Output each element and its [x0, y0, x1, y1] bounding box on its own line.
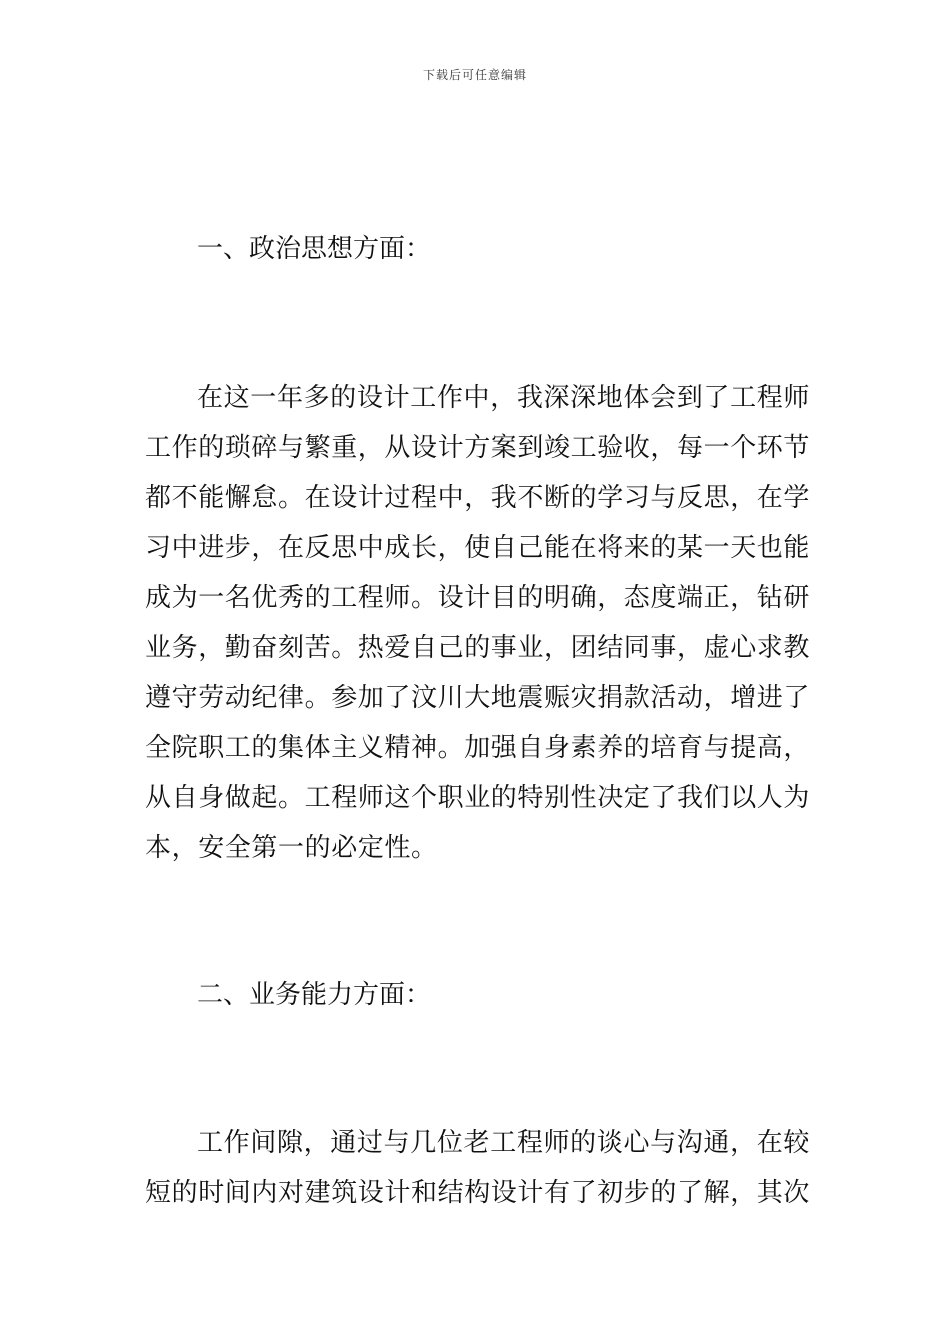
section-paragraph-business: 工作间隙，通过与几位老工程师的谈心与沟通，在较短的时间内对建筑设计和结构设计有了初步的了解，其次	[145, 1128, 811, 1208]
section-heading-business: 二、业务能力方面：	[197, 980, 432, 1010]
section-paragraph-political: 在这一年多的设计工作中，我深深地体会到了工程师工作的琐碎与繁重，从设计方案到竣工验收，每一个环节都不能懈怠。在设计过程中，我不断的学习与反思，在学习中进步，在反思中成长，使自己能在将来的某一天也能成为一名优秀的工程师。设计目的明确，态度端正，钻研业务，勤奋刻苦。热爱自己的事业，团结同事，虚心求教遵守劳动纪律。参加了汶川大地震赈灾捐款活动，增进了全院职工的集体主义精神。加强自身素养的培育与提高，从自身做起。工程师这个职业的特别性决定了我们以人为本，安全第一的必定性。	[145, 383, 811, 863]
page-header-note: 下载后可任意编辑	[422, 68, 527, 82]
section-heading-political: 一、政治思想方面：	[197, 234, 432, 264]
